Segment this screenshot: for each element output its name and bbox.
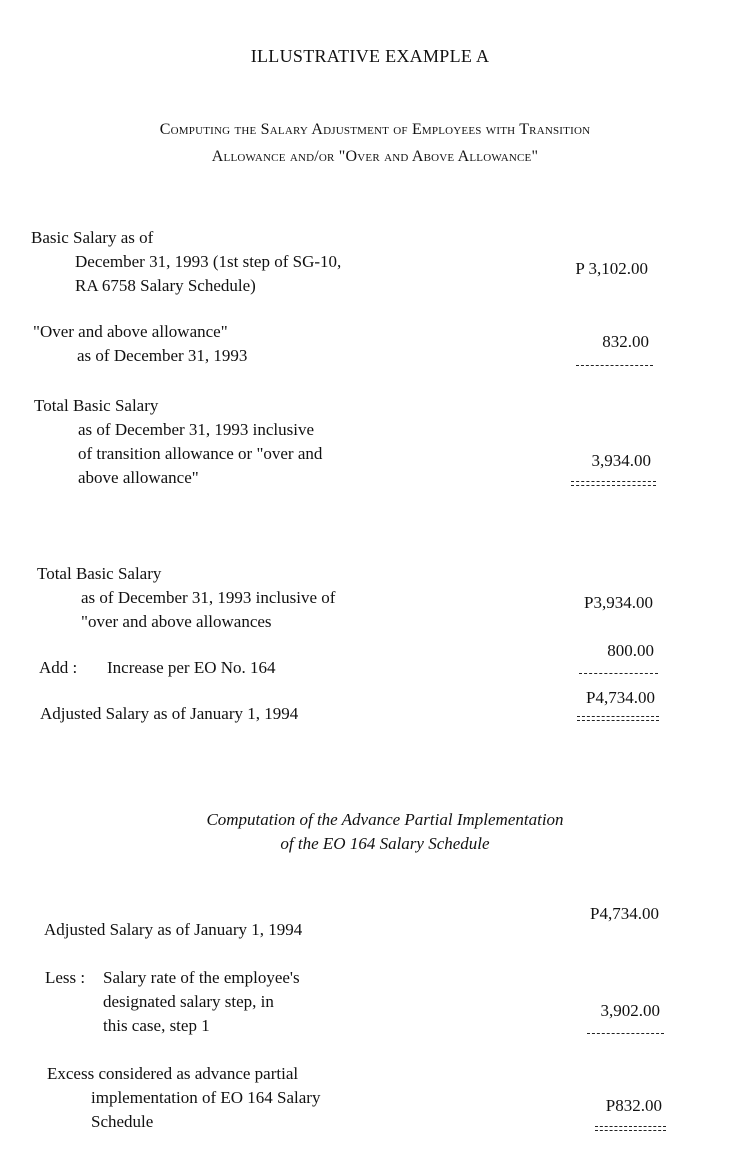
excess-label: [47, 1062, 320, 1134]
less-line-1: Salary rate of the employee's: [103, 968, 300, 987]
total-basic-2-label: [37, 562, 335, 634]
add-increase-text: Increase per EO No. 164: [107, 658, 276, 677]
basic-salary-label: [31, 226, 341, 298]
less-line-2: designated salary step, in: [103, 992, 274, 1011]
over-above-amount: 832.00: [602, 332, 649, 351]
basic-salary-line-2: December 31, 1993 (1st step of SG-10,: [75, 252, 342, 271]
adjusted-salary-amount: P4,734.00: [586, 688, 655, 707]
less-prefix: Less :: [45, 968, 86, 987]
total-basic-line-1: Total Basic Salary: [34, 396, 159, 415]
over-above-line-2: as of December 31, 1993: [77, 346, 248, 365]
adjusted-salary-label: Adjusted Salary as of January 1, 1994: [40, 704, 299, 723]
computation-heading-line-1: Computation of the Advance Partial Implementation: [206, 810, 564, 829]
over-above-line-1: "Over and above allowance": [33, 322, 228, 341]
basic-salary-line-1: Basic Salary as of: [31, 228, 154, 247]
subtitle-line-2: Allowance and/or "Over and Above Allowance": [211, 148, 539, 165]
excess-double-rule: [595, 1126, 666, 1131]
total-basic-line-3: of transition allowance or "over and: [78, 444, 323, 463]
over-above-label: [33, 320, 247, 368]
add-prefix: Add :: [39, 658, 78, 677]
excess-line-2: implementation of EO 164 Salary: [91, 1088, 321, 1107]
total-basic-2-line-3: "over and above allowances: [81, 612, 272, 631]
less-line-3: this case, step 1: [103, 1016, 210, 1035]
total-basic-amount: 3,934.00: [591, 451, 651, 470]
add-increase-label: [39, 656, 276, 680]
less-rule: [587, 1033, 664, 1034]
document-title: ILLUSTRATIVE EXAMPLE A: [250, 46, 490, 66]
basic-salary-amount: P 3,102.00: [575, 259, 648, 278]
adjusted-salary-2-label: Adjusted Salary as of January 1, 1994: [44, 920, 303, 939]
total-basic-line-4: above allowance": [78, 468, 199, 487]
computation-heading-line-2: of the EO 164 Salary Schedule: [280, 834, 490, 853]
document-subtitle: [60, 116, 690, 170]
total-basic-2-line-1: Total Basic Salary: [37, 564, 162, 583]
subtotal-rule: [576, 365, 653, 366]
less-salary-rate-amount: 3,902.00: [600, 1001, 660, 1020]
computation-heading: [120, 808, 650, 856]
adjusted-salary-2-amount: P4,734.00: [590, 904, 659, 923]
increase-rule: [579, 673, 658, 674]
excess-line-1: Excess considered as advance partial: [47, 1064, 299, 1083]
basic-salary-line-3: RA 6758 Salary Schedule): [75, 276, 256, 295]
excess-amount: P832.00: [605, 1096, 662, 1115]
add-increase-amount: 800.00: [607, 641, 654, 660]
total-double-rule: [571, 481, 656, 486]
less-salary-rate-label: [45, 966, 300, 1038]
total-basic-2-line-2: as of December 31, 1993 inclusive of: [81, 588, 336, 607]
total-basic-2-amount: P3,934.00: [584, 593, 653, 612]
excess-line-3: Schedule: [91, 1112, 154, 1131]
adjusted-double-rule: [577, 716, 659, 721]
subtitle-line-1: Computing the Salary Adjustment of Employees with Transition: [159, 121, 591, 138]
total-basic-label: [34, 394, 322, 490]
total-basic-line-2: as of December 31, 1993 inclusive: [78, 420, 315, 439]
